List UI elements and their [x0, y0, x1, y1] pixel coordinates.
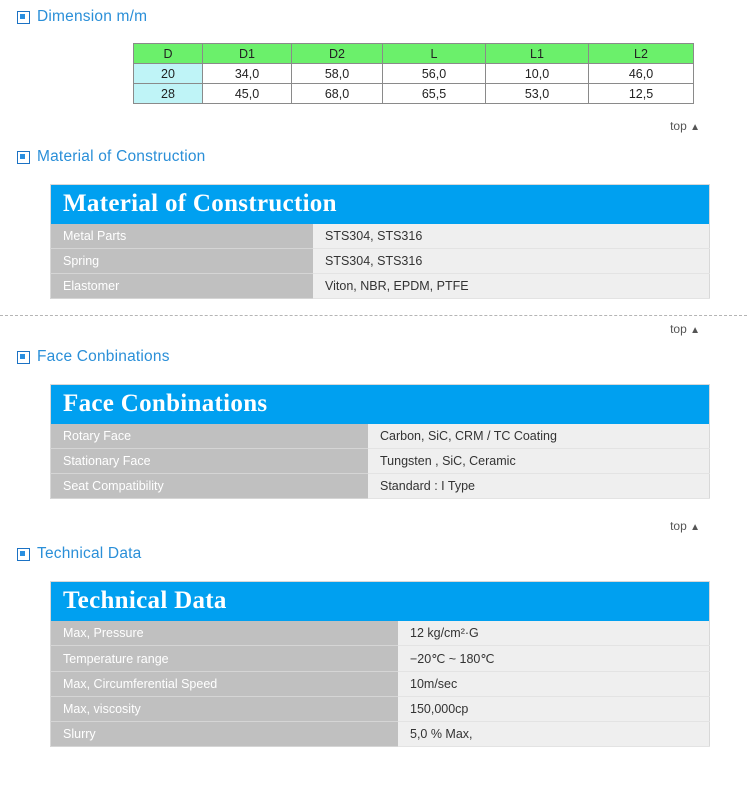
- top-link-label: top: [670, 322, 687, 336]
- bullet-square-icon: [17, 151, 30, 164]
- column-header-l: L: [383, 44, 486, 64]
- table-row: [51, 249, 710, 274]
- table-title-row: [51, 385, 710, 425]
- row-label-max-circumferential-speed: Max, Circumferential Speed: [51, 672, 399, 697]
- cell-d: 20: [134, 64, 203, 84]
- row-label-max-pressure: Max, Pressure: [51, 621, 399, 646]
- dimension-table-wrap: [0, 43, 747, 104]
- table-row: [51, 274, 710, 299]
- cell-d1: 34,0: [203, 64, 292, 84]
- column-header-d2: D2: [292, 44, 383, 64]
- bullet-square-icon: [17, 351, 30, 364]
- row-label-seat-compatibility: Seat Compatibility: [51, 474, 369, 499]
- cell-l2: 46,0: [589, 64, 694, 84]
- section-divider: [0, 315, 747, 316]
- row-value-spring: STS304, STS316: [313, 249, 710, 274]
- table-title-technical: Technical Data: [51, 582, 710, 622]
- cell-l: 65,5: [383, 84, 486, 104]
- row-label-metal-parts: Metal Parts: [51, 224, 314, 249]
- technical-data-table: [50, 581, 710, 747]
- table-title-material: Material of Construction: [51, 185, 710, 225]
- section-title-material: Material of Construction: [37, 148, 206, 165]
- column-header-d1: D1: [203, 44, 292, 64]
- row-value-temperature-range: −20℃ ~ 180℃: [398, 646, 710, 672]
- cell-d2: 68,0: [292, 84, 383, 104]
- row-label-rotary-face: Rotary Face: [51, 424, 369, 449]
- section-heading-technical: [0, 545, 747, 563]
- table-title-row: [51, 185, 710, 225]
- table-row: [51, 424, 710, 449]
- triangle-up-icon: ▲: [690, 522, 700, 533]
- dimension-table: [133, 43, 694, 104]
- table-header-row: [134, 44, 694, 64]
- triangle-up-icon: ▲: [690, 325, 700, 336]
- top-link[interactable]: [0, 119, 747, 133]
- table-row: [51, 646, 710, 672]
- row-value-rotary-face: Carbon, SiC, CRM / TC Coating: [368, 424, 710, 449]
- table-row: [134, 64, 694, 84]
- row-value-elastomer: Viton, NBR, EPDM, PTFE: [313, 274, 710, 299]
- row-value-metal-parts: STS304, STS316: [313, 224, 710, 249]
- cell-l1: 10,0: [486, 64, 589, 84]
- section-heading-face: [0, 348, 747, 366]
- top-link[interactable]: [0, 519, 747, 533]
- table-title-face: Face Conbinations: [51, 385, 710, 425]
- row-value-max-circumferential-speed: 10m/sec: [398, 672, 710, 697]
- table-title-row: [51, 582, 710, 622]
- section-title-face: Face Conbinations: [37, 348, 170, 365]
- row-label-elastomer: Elastomer: [51, 274, 314, 299]
- top-link[interactable]: [0, 322, 747, 336]
- section-heading-material: [0, 148, 747, 166]
- section-heading-dimension: [0, 8, 747, 26]
- table-row: [51, 224, 710, 249]
- row-value-max-pressure: 12 kg/cm²·G: [398, 621, 710, 646]
- row-value-max-viscosity: 150,000cp: [398, 697, 710, 722]
- row-label-slurry: Slurry: [51, 722, 399, 747]
- table-row: [134, 84, 694, 104]
- top-link-label: top: [670, 119, 687, 133]
- material-of-construction-table: [50, 184, 710, 299]
- cell-d1: 45,0: [203, 84, 292, 104]
- column-header-d: D: [134, 44, 203, 64]
- row-value-slurry: 5,0 % Max,: [398, 722, 710, 747]
- table-row: [51, 672, 710, 697]
- table-row: [51, 697, 710, 722]
- table-row: [51, 474, 710, 499]
- row-label-stationary-face: Stationary Face: [51, 449, 369, 474]
- row-label-spring: Spring: [51, 249, 314, 274]
- table-row: [51, 621, 710, 646]
- row-label-max-viscosity: Max, viscosity: [51, 697, 399, 722]
- face-combinations-table: [50, 384, 710, 499]
- bullet-square-icon: [17, 548, 30, 561]
- top-link-label: top: [670, 519, 687, 533]
- table-row: [51, 449, 710, 474]
- cell-d: 28: [134, 84, 203, 104]
- bullet-square-icon: [17, 11, 30, 24]
- cell-l1: 53,0: [486, 84, 589, 104]
- cell-l: 56,0: [383, 64, 486, 84]
- cell-l2: 12,5: [589, 84, 694, 104]
- table-row: [51, 722, 710, 747]
- column-header-l2: L2: [589, 44, 694, 64]
- triangle-up-icon: ▲: [690, 122, 700, 133]
- section-title-technical: Technical Data: [37, 545, 142, 562]
- row-value-stationary-face: Tungsten , SiC, Ceramic: [368, 449, 710, 474]
- row-label-temperature-range: Temperature range: [51, 646, 399, 672]
- column-header-l1: L1: [486, 44, 589, 64]
- row-value-seat-compatibility: Standard : I Type: [368, 474, 710, 499]
- section-title-dimension: Dimension m/m: [37, 8, 148, 25]
- cell-d2: 58,0: [292, 64, 383, 84]
